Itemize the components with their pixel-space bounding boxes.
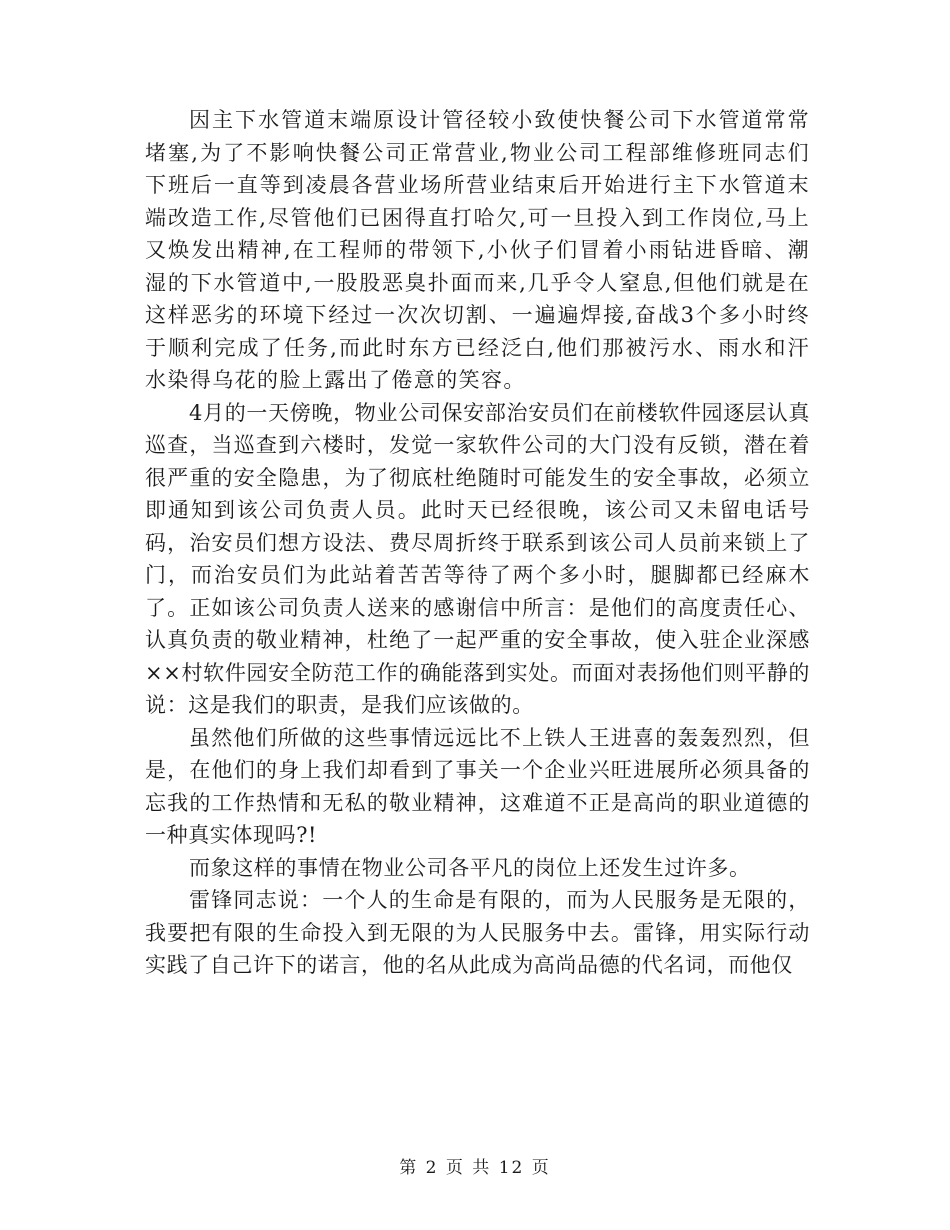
paragraph-summary: 而象这样的事情在物业公司各平凡的岗位上还发生过许多。 [189, 855, 751, 880]
document-body [145, 104, 810, 982]
paragraph-security: 4月的一天傍晚，物业公司保安部治安员们在前楼软件园逐层认真巡查，当巡查到六楼时，发觉一家软件公司的大门没有反锁，潜在着很严重的安全隐患，为了彻底杜绝随时可能发生的安全事故，必须立即通知到该公司负责人员。此时天已经很晚，该公司又未留电话号码，治安员们想方设法、费尽周折终于联系到该公司人员前来锁上了门，而治安员们为此站着苦苦等待了两个多小时，腿脚都已经麻木了。正如该公司负责人送来的感谢信中所言：是他们的高度责任心、认真负责的敬业精神，杜绝了一起严重的安全事故，使入驻企业深感××村软件园安全防范工作的确能落到实处。而面对表扬他们则平静的说：这是我们的职责，是我们应该做的。 [145, 400, 810, 717]
page-number-footer: 第 2 页 共 12 页 [399, 1158, 551, 1178]
paragraph-leifeng: 雷锋同志说：一个人的生命是有限的，而为人民服务是无限的，我要把有限的生命投入到无限的为人民服务中去。雷锋，用实际行动实践了自己许下的诺言，他的名从此成为高尚品德的代名词，而他仅 [145, 888, 810, 977]
paragraph-reflection: 虽然他们所做的这些事情远远比不上铁人王进喜的轰轰烈烈，但是，在他们的身上我们却看到了事关一个企业兴旺进展所必须具备的忘我的工作热情和无私的敬业精神，这难道不正是高尚的职业道德的一种真实体现吗?! [145, 725, 810, 847]
paragraph-maintenance: 因主下水管道末端原设计管径较小致使快餐公司下水管道常常堵塞,为了不影响快餐公司正常营业,物业公司工程部维修班同志们下班后一直等到凌晨各营业场所营业结束后开始进行主下水管道末端改造工作,尽管他们已困得直打哈欠,可一旦投入到工作岗位,马上又焕发出精神,在工程师的带领下,小伙子们冒着小雨钻进昏暗、潮湿的下水管道中,一股股恶臭扑面而来,几乎令人窒息,但他们就是在这样恶劣的环境下经过一次次切割、一遍遍焊接,奋战3个多小时终于顺利完成了任务,而此时东方已经泛白,他们那被污水、雨水和汗水染得乌花的脸上露出了倦意的笑容。 [145, 108, 810, 392]
